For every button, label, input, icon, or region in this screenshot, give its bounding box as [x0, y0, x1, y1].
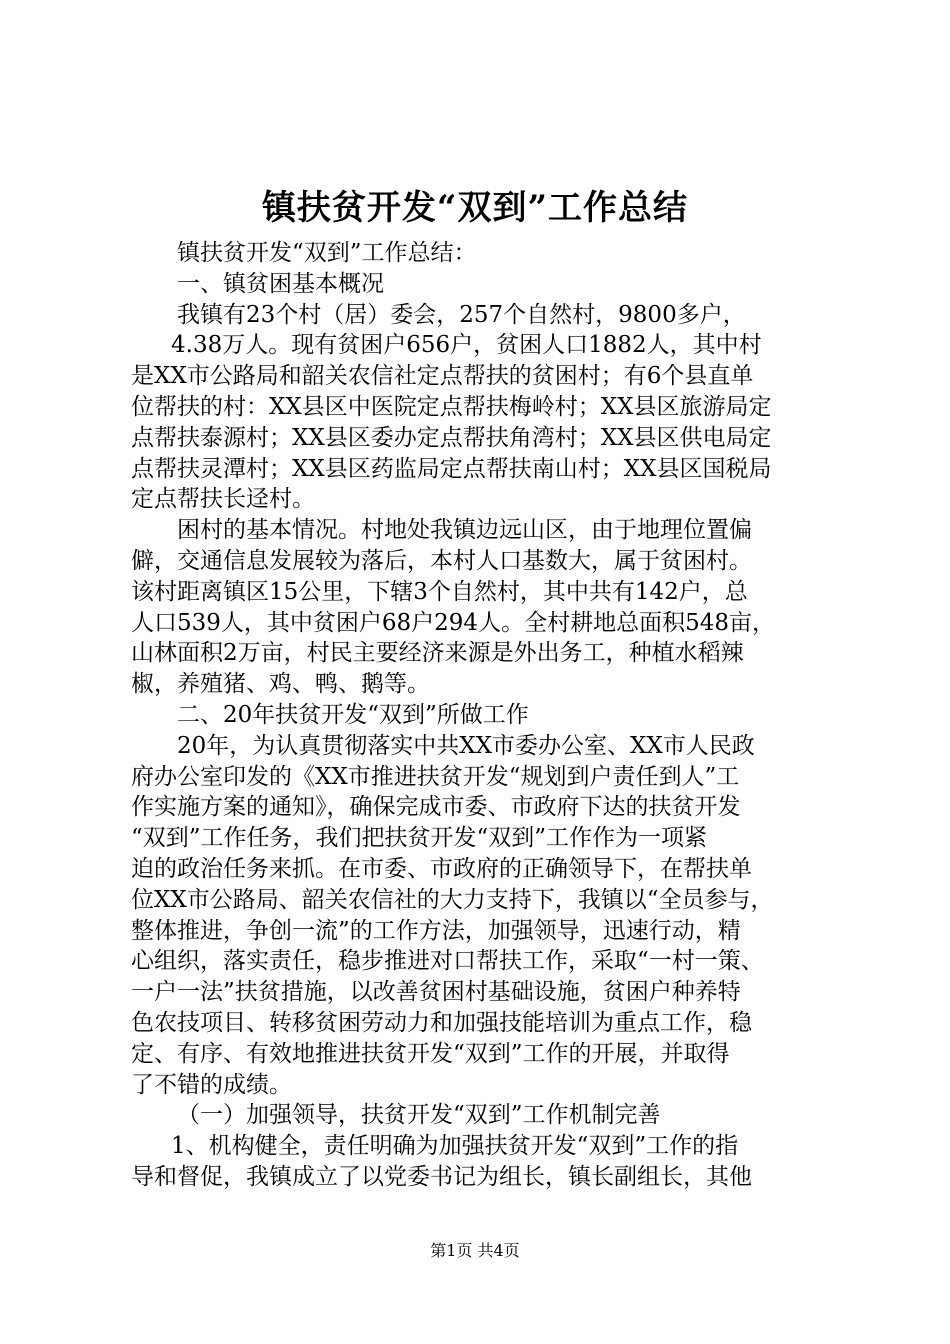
text-line: 点帮扶泰源村；XX县区委办定点帮扶角湾村；XX县区供电局定 — [131, 424, 772, 451]
text-line: 20年，为认真贯彻落实中共XX市委办公室、XX市人民政 — [177, 732, 755, 759]
text-line: 色农技项目、转移贫困劳动力和加强技能培训为重点工作，稳 — [131, 1009, 752, 1036]
text-line: “双到”工作任务，我们把扶贫开发“双到”工作作为一项紧 — [131, 825, 708, 852]
text-line: 二、20年扶贫开发“双到”所做工作 — [177, 701, 529, 728]
document-title: 镇扶贫开发“双到”工作总结 — [261, 188, 689, 228]
text-line: 4.38万人。现有贫困户656户，贫困人口1882人，其中村 — [171, 332, 762, 359]
text-line: 迫的政治任务来抓。在市委、市政府的正确领导下，在帮扶单 — [131, 855, 752, 882]
text-line: 府办公室印发的《XX市推进扶贫开发“规划到户责任到人”工 — [131, 763, 740, 790]
text-line: 作实施方案的通知》，确保完成市委、市政府下达的扶贫开发 — [131, 794, 741, 821]
text-line: 了不错的成绩。 — [131, 1071, 292, 1098]
text-line: 该村距离镇区15公里，下辖3个自然村，其中共有142户，总 — [131, 578, 748, 605]
text-line: 位帮扶的村：XX县区中医院定点帮扶梅岭村；XX县区旅游局定 — [131, 393, 772, 420]
text-line: 是XX市公路局和韶关农信社定点帮扶的贫困村；有6个县直单 — [131, 363, 754, 390]
text-line: 定、有序、有效地推进扶贫开发“双到”工作的开展，并取得 — [131, 1040, 730, 1067]
text-line: 我镇有23个村（居）委会，257个自然村，9800多户， — [177, 301, 746, 328]
text-line: 心组织，落实责任，稳步推进对口帮扶工作，采取“一村一策、 — [131, 948, 764, 975]
text-line: （一）加强领导，扶贫开发“双到”工作机制完善 — [177, 1102, 661, 1129]
text-line: 导和督促，我镇成立了以党委书记为组长，镇长副组长，其他 — [131, 1163, 752, 1190]
text-line: 1、机构健全，责任明确为加强扶贫开发“双到”工作的指 — [171, 1133, 739, 1160]
text-line: 一户一法”扶贫措施，以改善贫困村基础设施，贫困户种养特 — [131, 979, 741, 1006]
text-line: 椒，养殖猪、鸡、鸭、鹅等。 — [131, 671, 430, 698]
text-line: 位XX市公路局、韶关农信社的大力支持下，我镇以“全员参与， — [131, 886, 774, 913]
text-line: 整体推进，争创一流”的工作方法，加强领导，迅速行动，精 — [131, 917, 741, 944]
text-line: 困村的基本情况。村地处我镇边远山区，由于地理位置偏 — [177, 517, 752, 544]
document-body — [131, 238, 831, 1193]
text-line: 点帮扶灵潭村；XX县区药监局定点帮扶南山村；XX县区国税局 — [131, 455, 772, 482]
text-line: 定点帮扶长迳村。 — [131, 486, 315, 513]
text-line: 人口539人，其中贫困户68户294人。全村耕地总面积548亩， — [131, 609, 775, 636]
text-line: 僻，交通信息发展较为落后，本村人口基数大，属于贫困村。 — [131, 547, 752, 574]
page-footer: 第1页 共4页 — [430, 1241, 520, 1260]
text-line: 一、镇贫困基本概况 — [177, 270, 384, 297]
text-line: 镇扶贫开发“双到”工作总结： — [177, 240, 477, 266]
text-line: 山林面积2万亩，村民主要经济来源是外出务工，种植水稻辣 — [131, 640, 744, 667]
